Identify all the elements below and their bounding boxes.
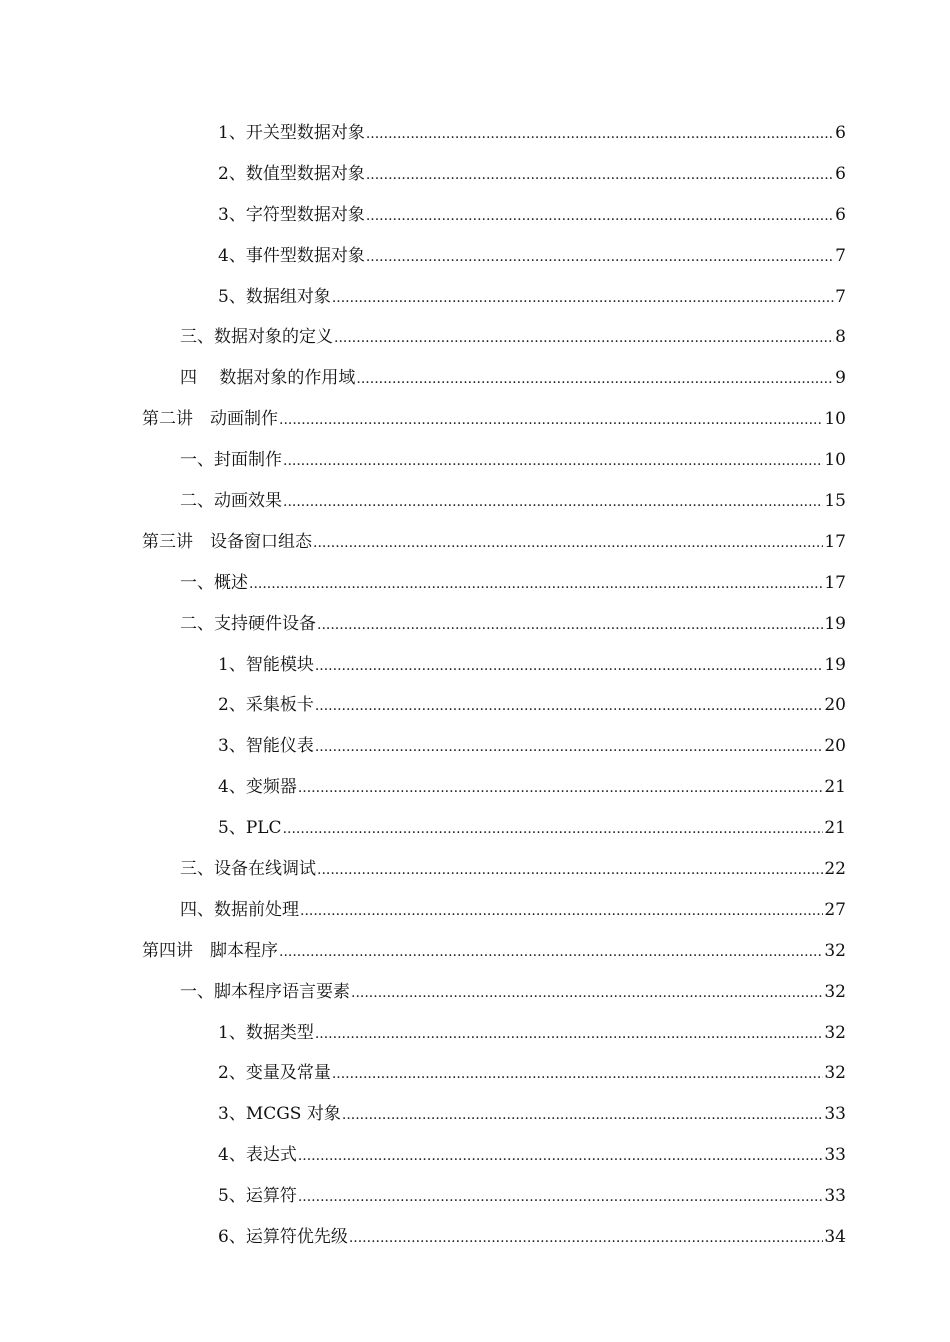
toc-entry-title: 5、PLC [218, 818, 282, 839]
toc-entry-title: 5、数据组对象 [218, 286, 331, 307]
table-of-contents [0, 110, 950, 1255]
toc-page-number: 17 [824, 572, 846, 593]
toc-entry-title: 第三讲 设备窗口组态 [142, 531, 312, 552]
toc-page-number: 15 [824, 490, 846, 511]
toc-entry-title: 第四讲 脚本程序 [142, 940, 278, 961]
toc-entry[interactable] [0, 969, 950, 1010]
toc-entry-title: 1、开关型数据对象 [218, 122, 365, 143]
toc-entry-row [180, 445, 846, 470]
toc-entry-title: 一、脚本程序语言要素 [180, 981, 350, 1002]
toc-entry[interactable] [0, 1214, 950, 1255]
toc-entry[interactable] [0, 642, 950, 683]
toc-dot-leader [315, 739, 824, 755]
toc-entry-title: 一、封面制作 [180, 450, 282, 471]
toc-dot-leader [279, 412, 823, 428]
toc-page-number: 8 [835, 327, 846, 348]
toc-page-number: 9 [835, 368, 846, 389]
toc-entry[interactable] [0, 110, 950, 151]
toc-dot-leader [283, 453, 823, 469]
toc-entry-row [142, 527, 846, 552]
toc-page-number: 32 [824, 981, 846, 1002]
toc-entry-title: 2、变量及常量 [218, 1063, 331, 1084]
toc-entry-title: 3、MCGS 对象 [218, 1104, 341, 1125]
toc-dot-leader [249, 576, 823, 592]
toc-page-number: 20 [824, 695, 846, 716]
toc-entry-title: 三、数据对象的定义 [180, 327, 333, 348]
toc-page-number: 6 [835, 122, 846, 143]
toc-entry-row [180, 322, 846, 347]
toc-entry-title: 4、事件型数据对象 [218, 245, 365, 266]
toc-entry[interactable] [0, 192, 950, 233]
toc-page-number: 33 [824, 1186, 846, 1207]
toc-entry[interactable] [0, 355, 950, 396]
toc-entry[interactable] [0, 437, 950, 478]
toc-dot-leader [334, 330, 834, 346]
toc-entry[interactable] [0, 233, 950, 274]
toc-entry-row [218, 1099, 846, 1124]
toc-entry-row [218, 772, 846, 797]
toc-entry-row [180, 568, 846, 593]
toc-page-number: 17 [824, 531, 846, 552]
toc-entry-row [218, 650, 846, 675]
toc-page-number: 34 [824, 1226, 846, 1247]
toc-page-number: 21 [824, 777, 846, 798]
toc-page-number: 6 [835, 204, 846, 225]
toc-entry-row [218, 241, 846, 266]
toc-entry[interactable] [0, 887, 950, 928]
toc-entry-row [218, 159, 846, 184]
toc-dot-leader [356, 371, 834, 387]
toc-entry-title: 二、动画效果 [180, 490, 282, 511]
toc-page-number: 7 [835, 245, 846, 266]
toc-dot-leader [332, 1066, 824, 1082]
toc-dot-leader [366, 167, 834, 183]
toc-entry-row [180, 609, 846, 634]
toc-entry[interactable] [0, 601, 950, 642]
toc-entry[interactable] [0, 682, 950, 723]
toc-entry-title: 6、运算符优先级 [218, 1226, 348, 1247]
toc-page-number: 22 [824, 858, 846, 879]
toc-entry-title: 2、数值型数据对象 [218, 163, 365, 184]
toc-dot-leader [351, 985, 823, 1001]
toc-entry[interactable] [0, 805, 950, 846]
toc-page-number: 21 [824, 818, 846, 839]
toc-entry-title: 一、概述 [180, 572, 248, 593]
toc-page-number: 33 [824, 1145, 846, 1166]
toc-entry[interactable] [0, 314, 950, 355]
toc-entry-row [218, 813, 846, 838]
toc-page-number: 10 [824, 450, 846, 471]
toc-entry-title: 二、支持硬件设备 [180, 613, 316, 634]
toc-dot-leader [279, 944, 823, 960]
toc-entry[interactable] [0, 560, 950, 601]
toc-entry-row [180, 895, 846, 920]
toc-entry-title: 5、运算符 [218, 1186, 297, 1207]
toc-page-number: 32 [824, 1063, 846, 1084]
toc-page-number: 32 [824, 940, 846, 961]
toc-page-number: 20 [824, 736, 846, 757]
toc-entry-row [218, 282, 846, 307]
toc-entry-row [180, 486, 846, 511]
toc-entry[interactable] [0, 1173, 950, 1214]
toc-dot-leader [315, 658, 824, 674]
toc-entry[interactable] [0, 1132, 950, 1173]
toc-dot-leader [332, 290, 834, 306]
toc-page-number: 19 [824, 654, 846, 675]
toc-entry-row [142, 404, 846, 429]
toc-entry-row [142, 936, 846, 961]
toc-entry[interactable] [0, 1050, 950, 1091]
toc-page-number: 33 [824, 1104, 846, 1125]
toc-entry[interactable] [0, 396, 950, 437]
toc-entry[interactable] [0, 151, 950, 192]
toc-entry-title: 3、智能仪表 [218, 736, 314, 757]
toc-entry-title: 第二讲 动画制作 [142, 409, 278, 430]
toc-dot-leader [298, 1148, 824, 1164]
toc-page-number: 6 [835, 163, 846, 184]
toc-dot-leader [342, 1107, 823, 1123]
toc-entry[interactable] [0, 1010, 950, 1051]
toc-entry-row [218, 731, 846, 756]
toc-entry-title: 4、表达式 [218, 1145, 297, 1166]
toc-entry-row [218, 1058, 846, 1083]
toc-entry-row [218, 200, 846, 225]
toc-entry-title: 4、变频器 [218, 777, 297, 798]
toc-entry-row [218, 118, 846, 143]
toc-dot-leader [313, 535, 823, 551]
toc-dot-leader [317, 862, 823, 878]
toc-entry[interactable] [0, 928, 950, 969]
toc-entry-title: 四 数据对象的作用域 [180, 368, 356, 389]
toc-entry[interactable] [0, 274, 950, 315]
toc-dot-leader [283, 494, 823, 510]
toc-entry-row [180, 363, 846, 388]
toc-entry-row [218, 1222, 846, 1247]
toc-dot-leader [349, 1230, 824, 1246]
toc-entry-row [218, 1140, 846, 1165]
toc-entry-row [218, 1181, 846, 1206]
toc-dot-leader [298, 780, 824, 796]
toc-entry-title: 3、字符型数据对象 [218, 204, 365, 225]
toc-entry[interactable] [0, 764, 950, 805]
toc-page-number: 7 [835, 286, 846, 307]
toc-entry[interactable] [0, 519, 950, 560]
toc-page-number: 19 [824, 613, 846, 634]
toc-dot-leader [300, 903, 823, 919]
toc-dot-leader [298, 1189, 824, 1205]
toc-dot-leader [366, 126, 834, 142]
toc-entry[interactable] [0, 846, 950, 887]
toc-dot-leader [283, 821, 824, 837]
toc-dot-leader [366, 208, 834, 224]
toc-entry-row [180, 854, 846, 879]
toc-entry-row [180, 977, 846, 1002]
toc-entry[interactable] [0, 723, 950, 764]
toc-entry-title: 三、设备在线调试 [180, 858, 316, 879]
toc-dot-leader [315, 698, 824, 714]
toc-page-number: 32 [824, 1022, 846, 1043]
toc-dot-leader [366, 249, 834, 265]
toc-entry[interactable] [0, 478, 950, 519]
toc-dot-leader [315, 1026, 824, 1042]
toc-page-number: 10 [824, 409, 846, 430]
toc-entry-title: 1、数据类型 [218, 1022, 314, 1043]
toc-entry-title: 2、采集板卡 [218, 695, 314, 716]
toc-entry-row [218, 690, 846, 715]
toc-entry-title: 四、数据前处理 [180, 899, 299, 920]
toc-dot-leader [317, 617, 823, 633]
toc-page-number: 27 [824, 899, 846, 920]
toc-entry[interactable] [0, 1091, 950, 1132]
toc-entry-row [218, 1018, 846, 1043]
toc-entry-title: 1、智能模块 [218, 654, 314, 675]
